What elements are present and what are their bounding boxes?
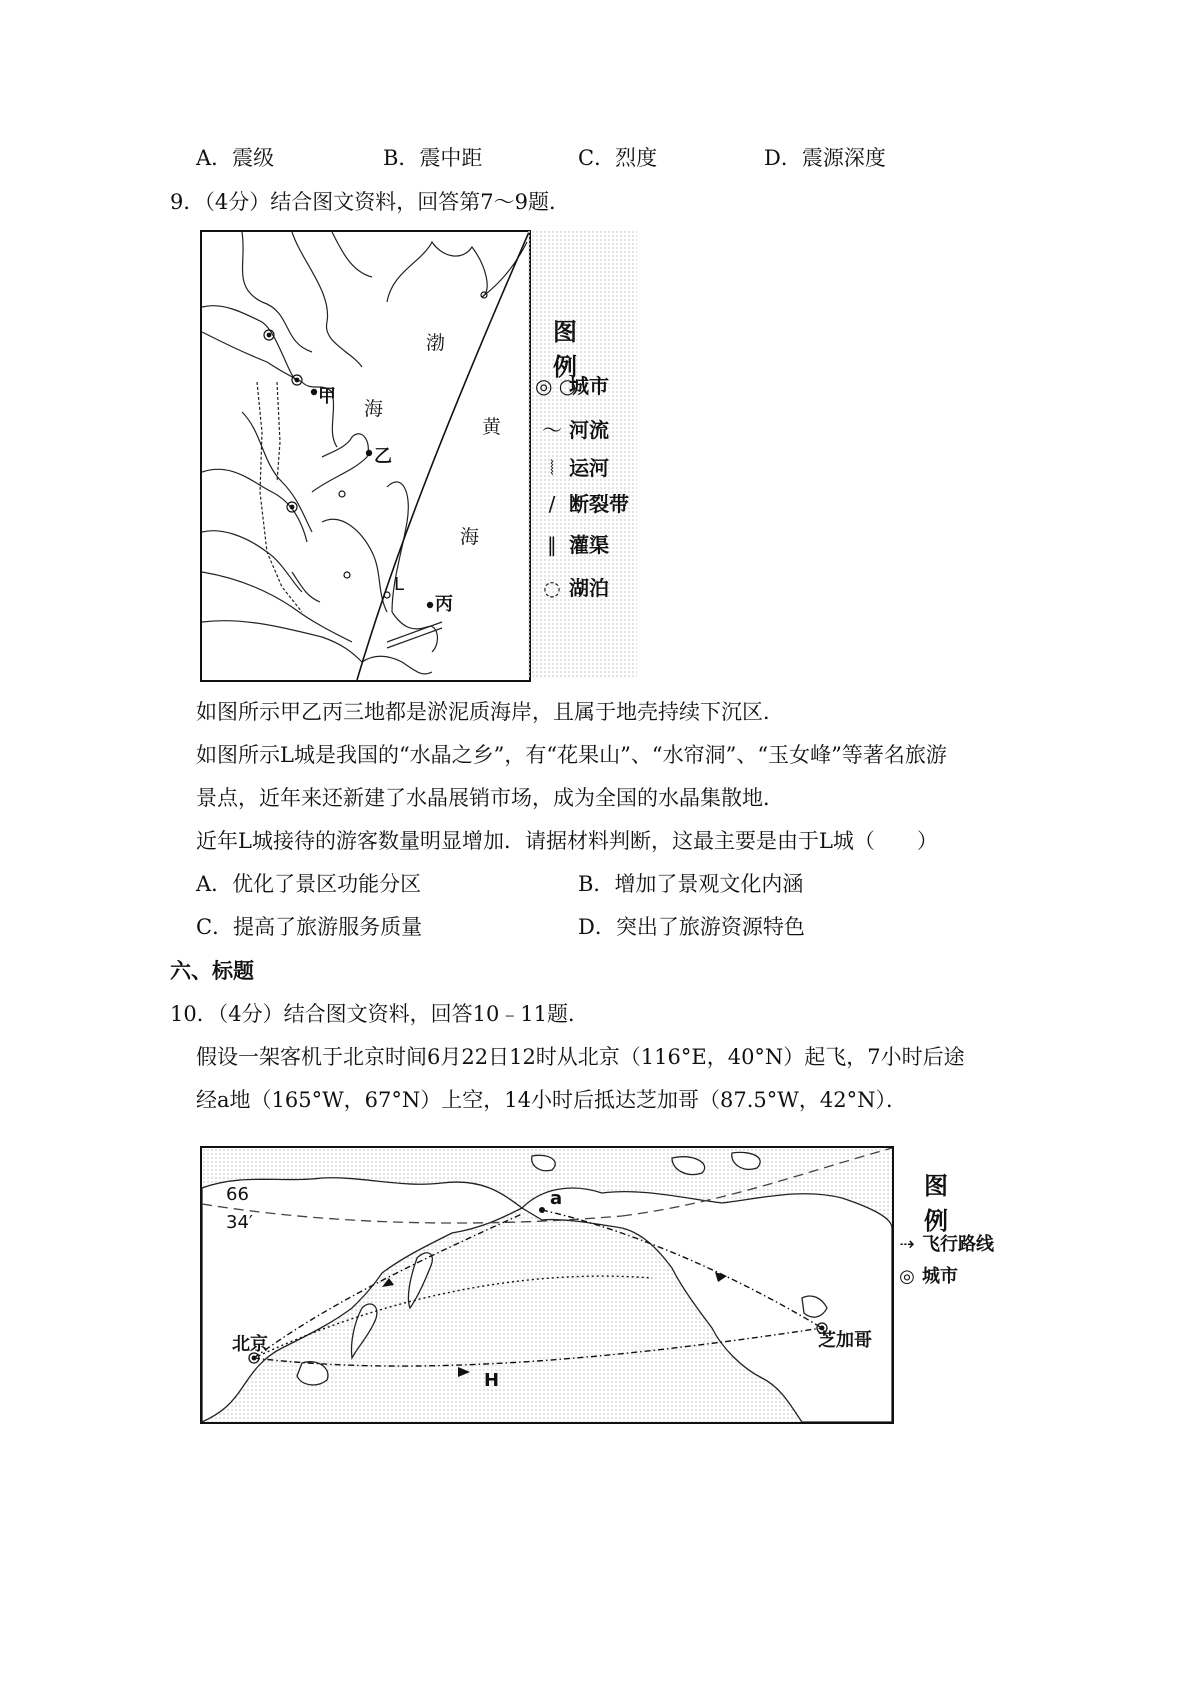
- q9-para-2a: 如图所示L城是我国的“水晶之乡”，有“花果山”、“水帘洞”、“玉女峰”等著名旅游: [196, 743, 947, 767]
- q9-para-2b: 景点，近年来还新建了水晶展销市场，成为全国的水晶集散地．: [196, 786, 784, 810]
- point-a-label: a: [550, 1188, 563, 1209]
- q10-para-a: 假设一架客机于北京时间6月22日12时从北京（116°E，40°N）起飞，7小时后途: [196, 1045, 965, 1069]
- place-jia-label: 甲: [318, 386, 336, 407]
- canal-icon: ⦚: [549, 456, 555, 480]
- river-icon: 〜: [542, 418, 562, 442]
- legend-canal: ⦚ 运河: [535, 452, 609, 481]
- chicago-label: 芝加哥: [818, 1330, 872, 1351]
- map2-legend: [890, 1146, 1014, 1420]
- place-bing-label: 丙: [435, 594, 453, 615]
- lake-icon: ◌: [543, 576, 561, 600]
- q8-option-a: A．震级: [196, 146, 275, 170]
- flight-route-icon: ⇢: [899, 1234, 915, 1255]
- q9-question: 近年L城接待的游客数量明显增加．请据材料判断，这最主要是由于L城（ ）: [196, 829, 938, 853]
- city-icon: ◎: [899, 1266, 915, 1287]
- map2-legend-title: 图 例: [924, 1172, 966, 1235]
- q9-option-a: A．优化了景区功能分区: [196, 872, 422, 896]
- q8-option-d: D．震源深度: [764, 146, 886, 170]
- map1-legend-title: 图 例: [553, 318, 595, 381]
- map1-frame: [200, 230, 531, 682]
- sea-hai-label-1: 海: [364, 398, 384, 420]
- legend-river: 〜 河流: [535, 414, 609, 443]
- legend-lake: ◌ 湖泊: [535, 572, 609, 601]
- q9-stem: 9．（4分）结合图文资料，回答第7～9题．: [170, 190, 570, 214]
- city-icon: ◎ ○: [535, 374, 577, 398]
- lat-34-label: 34′: [226, 1212, 253, 1233]
- section-title: 六、标题: [170, 958, 254, 983]
- sea-huang-label: 黄: [482, 416, 502, 438]
- irrigation-icon: ∥: [547, 533, 557, 557]
- map1-legend: [527, 230, 637, 678]
- point-H-label: H: [484, 1370, 500, 1391]
- map1-drawing: [202, 232, 529, 680]
- map2-frame: [200, 1146, 894, 1424]
- q9-option-c: C．提高了旅游服务质量: [196, 915, 423, 939]
- q8-option-b: B．震中距: [383, 146, 483, 170]
- legend-fault: / 断裂带: [535, 488, 629, 517]
- legend-irrigation: ∥ 灌渠: [535, 529, 609, 558]
- q9-option-d: D．突出了旅游资源特色: [578, 915, 805, 939]
- place-L-label: L: [394, 574, 405, 595]
- q9-option-b: B．增加了景观文化内涵: [578, 872, 804, 896]
- legend-city-2: ◎ 城市: [892, 1262, 958, 1288]
- q10-para-b: 经a地（165°W，67°N）上空，14小时后抵达芝加哥（87.5°W，42°N）．: [196, 1088, 907, 1112]
- q8-option-c: C．烈度: [578, 146, 658, 170]
- q10-stem: 10．（4分）结合图文资料，回答10﹣11题．: [170, 1002, 590, 1026]
- legend-city: ◎ ○城市: [535, 374, 609, 398]
- place-yi-label: 乙: [374, 446, 392, 467]
- map2-drawing: [202, 1148, 892, 1422]
- fault-icon: /: [548, 492, 556, 516]
- sea-bo-label: 渤: [426, 332, 446, 354]
- sea-hai-label-2: 海: [460, 526, 480, 548]
- legend-flight-route: ⇢ 飞行路线: [892, 1230, 994, 1256]
- beijing-label: 北京: [232, 1334, 268, 1355]
- lat-66-label: 66: [226, 1184, 249, 1205]
- q9-para-1: 如图所示甲乙丙三地都是淤泥质海岸，且属于地壳持续下沉区．: [196, 700, 784, 724]
